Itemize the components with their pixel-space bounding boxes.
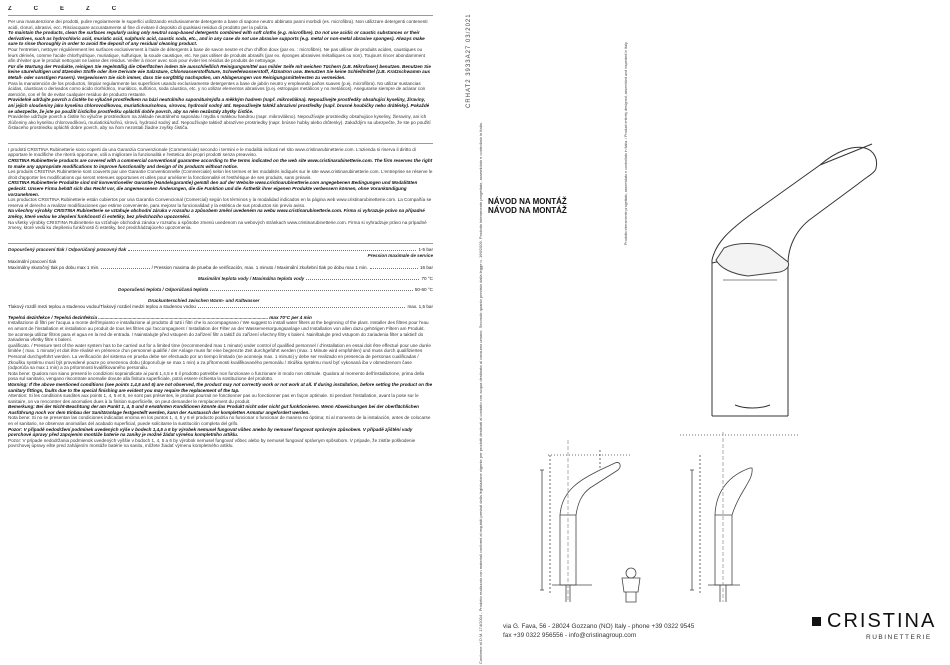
spec-diff-value: max. 1,5 bar (407, 303, 433, 309)
paragraph: CRISTINA Rubinetterie products are covered with a commercial conventional guarantee according to the terms indicated on the web site www.cristinarubinetterie.com. The firm reserves the right to make any appropriate modifications to improve functionality and design of its products without notice. (8, 158, 433, 169)
paragraph: Para la manutención de los productos, limpiar regularmente las superficies usando exclusivamente detergentes a base de jabón neutro y empleando paños suaves (p.ej. microfibra). No utilizar sustancias ácidas, cáusticas o derivados como ácido clorhídrico, muriático, sulfúrico, soda cáustica, etc. y no utilizar elementos abrasivos (p.ej. estropajos metálicos y no metálicos). Asegurarse siempre de aclarar con atención, con el fin de evitar cualquier residuo de producto restante. (8, 80, 426, 97)
paragraph: Na všetky výrobky CRISTINA Rubinetterie sa vzťahuje obchodná záruka v rozsahu a spôsobe zmenú uvedenom na webových stránkach www.cristinarubinetterie.com. Firma si vyhradzuje právo na prípadné zmeny, ktoré vedú ku zlepšeniu funkčnosti či estetiky, bez predchádzajúceho upozornenia. (8, 219, 427, 231)
paragraph: Warning: If the above mentioned conditions (see points 1,4,5 and 6) are not observed, the product may not correctly work or not work at all. If during installation, before setting the product on the sanitary fittings, faults due to the special finishing are evident you may require the replacement of the tap. (8, 381, 433, 393)
paragraph: Se aconseja utilizar filtros para el agua en la red de entrada. / Nainstalujte před vstupem do zařízení filtr a taktiž do zařízení všechny filtry s balení. Nainštalujte pred vstupom do zariadenia filter a taktiež do zariadenia všetky filtre s balení. (8, 331, 424, 343)
spec-pressure-label: Dopourčený pracovní tlak / Odporúčaný pracovný tlak (8, 246, 127, 252)
lang-char: Č (111, 6, 131, 12)
lang-char: Z (86, 6, 104, 12)
paragraph: Pozor: V prípade nedodržania podmienok uvedených vyššie v bodoch 1, 4, 5 a 6 by výrobok nemusel fungovať vôbec alebo by nemusel fungovať správnym spôsobom. V prípade, že zistíte poškodenie povrchovej úpravy ešte pred zahájením montáže batérie na sanitu, môžete žiadať výmenu kompletného artiklu. (8, 437, 416, 449)
paragraph: Nota bene: Si no se presentan las condiciones indicadas encima en los puntos 1, 4, 5 y 6 el producto podría no funcionar o funcionar de manera no óptima; Si al momento de la instalación, antes de colocarse en el sanitario, se observan anomalías del acabado superficial, puede solicitarse la sustitución completa del grifo. (8, 415, 431, 427)
paragraph: Pravidelne udržujte povrch a čistite ho výlučne prostriedkom na základe neutrálneho saponátu / mydla s mäkkou handrou (napr. mikrovlákno). Nepoužívajte prostriedky obsahujúce kyseliny, žieraviny, ani ich zlúčeniny ako kyselinu chlorovodíkovú, muriatickú/soľnú, sírovú, hydroxid sodný atď. Nepoužívajte taktiež abrazívne prostriedky (napr. brúsne hubky alebo drôtenky). Zakaždým sa ubezpečte, že ste po použití čistiaceho prostriedku opláchli dobre povrch, aby na ňom nezostali žiadne zvyšky čističa. (8, 114, 431, 131)
paragraph: CRISTINA Rubinetterie Produkte sind mit konventioneller Garantie (Handelsgarantie) gemäß den auf der Website www.cristinarubinetterie.com angegebenen Bedingungen und Modalitäten gedeckt. Unsere Firma behält sich das Recht vor, die angemessenen Änderungen, die die Funktion und die Ästhetik ihrer eigenen Produkte verbessern können, ohne Vorankündigung vorzunehmen. (8, 180, 418, 197)
language-header (8, 6, 433, 12)
spec-pressure-value: 1-5 bar (418, 246, 433, 252)
spec-pressure-max-title: Pression maximale de service (367, 252, 433, 258)
paragraph: I prodotti CRISTINA Rubinetterie sono coperti da una Garanzia Convenzionale (Commerciale) secondo i termini e le modalità indicati nel sito www.cristinarubinetterie.com. L'azienda si riserva il diritto di apportare le modifiche che riterrà opportune, utili a migliorare la funzionalità e l'estetica dei propri prodotti senza preavviso. (8, 146, 416, 158)
paragraph: Tepelná dezinfekce / Tepelná dezinfekcia ..................................................................................................................................... max 70°C per 4 min (8, 314, 312, 320)
paragraph: Les produits CRISTINA Rubinetterie sont couverts par une Garantie Conventionnelle (Commerciale) selon les termes et les modalités indiqués sur le site www.cristinarubinetterie.com. L'entreprise se réserve le droit d'apporter les modifications qui seront retenues opportunes et utiles pour améliorer la fonctionnalité et l'esthétique de ses produits, sans préavis. (8, 169, 433, 180)
warranty-section (8, 147, 433, 231)
lang-char: Z (8, 6, 26, 12)
paragraph: Pravidelně udržujte povrch a čistěte ho výlučně prostředkem na bázi neutrálního saponátu/mýdla a měkkým hadrem (např. mikrovlákna). Nepoužívejte prostředky obsahující kyseliny, žíraviny, ani jejich sloučeniny jako kyselinu chlorovodíkovou, muriatickou/solnou, sírovou, hydroxid sodný atd. Nepoužívejte taktéž abrazivní prostředky (např. brusné houbičky nebo drátěnky). Pokaždé se ubezpečte, že jste po použití čisticího prostředku opláchli dobře povrch, aby na něm nezůstaly zbytky čističe. (8, 97, 430, 114)
address-line-2: fax +39 0322 956556 - info@cristinagroup.com (503, 632, 637, 639)
spec-temprec-label: Doporučená teplota / Odporúčaná teplota (118, 286, 209, 292)
cristina-logo (812, 610, 936, 641)
address-line-1: via G. Fava, 56 - 28024 Gozzano (NO) Italy - phone +39 0322 9545 (503, 623, 695, 630)
specs-section (8, 247, 433, 310)
paragraph: Pour l'entretien, nettoyer régulièrement les surfaces exclusivement à l'aide de détergents à base de savon neutre et d'un chiffon doux (par ex. : microfibre). Ne pas utiliser de produits acides, caustiques ou leurs dérivés, comme l'acide chlorhydrique, muriatique, sulfurique, la soude caustique, etc. Ne pas utiliser de produits abrasifs (par ex. éponges abrasives métalliques ou non). Toujours rincer abondamment afin d'éviter que le produit nettoyant ne laisse des résidus. Veiller à rincer avec soin pour éviter les résidus de produits de nettoyage. (8, 46, 425, 64)
paragraph: qualificato. / Pressure test of the water system has to be carried out for a limited time (recommended max 1 minute) under control of qualified personnel / d'installation en essai doit être effectué pour une durée limitée ( max. 1 minute) et doit être réalisé en présence d'un personnel qualifié / der Anlage muss für eine begrenzte Zeit durchgeführt werden (max. 1 Minute wird empfohlen) und muss durch qualifiziertes Personal durchgeführt werden. La verificación del sistema en prueba debe ser efectuado por un tiempo limitado (se aconseja max. 1 minuto) y debe ser realizado en presencia de personas cualificadas / Zkoušku systému musí být provedené pouze po omezenou dobu (doporučuje se max 1 min) a za přítomnosti kvalifikovaného personálu / Skúška systému musí byť vykonaná iba v obmedzenom čase (odporúča sa max 1 min) a za prítomnosti kvalifikovaného personálu. (8, 342, 431, 371)
vertical-legal-note-2: Prodotto interamente progettato, assemblato e controllato in Italia. / Product entirely designed, assembled and inspected in Italy. (624, 41, 628, 245)
assembly-title-cz: NÁVOD NA MONTÁŽ (488, 197, 567, 206)
lang-char: C (33, 6, 53, 12)
spec-maxtest-mid: / Pression maxima de prueba de verificación, max. 1 minuto / Maximální zkušební tlak po dobu max 1 min. (151, 264, 368, 270)
paragraph: Attention: Si les conditions susdites aux points 1, 4, 5 et 6, ne sont pas présentes, le produit pourrait ne fonctionner pas ou fonctionner pas en façon optimale. Si pendant l'installation, avant la pose sur le sanitaire, on va rencontrer des anomalies dues à la finition superficielle, on peut demander le remplacement du produit. (8, 393, 419, 404)
assembly-title (488, 197, 567, 215)
document-code: CRHAT2 3933A27 03/2021 (466, 13, 472, 108)
install-section (8, 315, 433, 449)
paragraph: Per una manutenzione dei prodotti, pulire regolarmente le superfici utilizzando esclusivamente detergente a base di sapone neutro abbinato panni morbidi (es. microfibra). Non utilizzare detergenti contenenti acidi, cloruri, abrasivi, ecc. Risciacquare accuratamente al fine di evitare il deposito di qualsiasi residuo di prodotto per la pulizia. (8, 19, 428, 30)
logo-square-icon (812, 617, 821, 626)
faucet-illustration (620, 130, 920, 420)
assembly-title-sk: NÁVOD NA MONTÁŽ (488, 206, 567, 215)
paragraph: Für die Wartung der Produkte, reinigen Sie regelmäßig die Oberflächen indem Sie ausschließlich Reinigungsmittel aus milder Seife mit weichen Tüchern (z.B. Mikrofaser) benutzen. Benutzen Sie keine säurehaltigen und ätzenden Stoffe oder ihre Derivate wie Salzsäure, Chlorwasserstoffsäure, Schwefelwasserstoff, Ätznatron usw. Benutzen Sie keine Schleifmittel (z.B. Kratzschwamm aus Metall- oder sonstigen Fasern). Vergewissern Sie sich immer, dass Sie sorgfältig nachspülen, um Ablagerungen von Reinigungsmittelresten zu vermeiden. (8, 63, 431, 80)
instruction-text-column (8, 6, 433, 661)
vertical-legal-note: Conforme al D.M. 174/2004 - Prodotto realizzato con materiali conformi ai requisiti previsti dalla legislazione vigente per prodotti destinati al contatto con acqua destinata al consumo umano. Secondo quanto previsto dalla legge n. 166/2009. Prodotto interamente progettato, assemblato e controllato in Italia. (478, 122, 483, 664)
spec-tempmax-value: 70 °C (421, 275, 433, 281)
brand-subtitle: RUBINETTERIE (866, 634, 932, 641)
cleaning-section (8, 19, 433, 131)
paragraph: Bemerkung: Bei der Nicht-Beachtung der am Punkt 1, 4, 5 und 6 erwähnten Konditionen könnte das Produkt nicht oder nicht gut funktionieren. Wenn Abweichungen bei der oberflächlichen Ausführung noch vor dem Einbau der Sanitäranlage festgestellt werden, kann der Austausch der kompletten Armatur angefordert werden. (8, 404, 419, 415)
paragraph: To maintain the products, clean the surfaces regularly using only neutral soap-based detergents combined with soft cloths (e.g. microfibre). Do not use acidic or caustic substances or their derivatives, such as hydrochloric acid, muriatic acid, sulphuric acid, caustic soda, etc., and in any case do not use abrasive supports (e.g. metal or non-metal abrasive sponges). Always make sure to rinse thoroughly in order to avoid the deposit of any residual cleaning product. (8, 30, 425, 47)
spec-diff-title: Druckunterschied zwischen Warm- und Kaltwasser (148, 297, 260, 303)
company-address (503, 622, 694, 640)
spec-max-label: Maximální pracovní tlak (8, 258, 57, 264)
brand-name: CRISTINA (827, 610, 937, 632)
spec-maxtest-value: 16 bar (419, 264, 433, 270)
paragraph: Nota bene: Qualora non siano presenti le condizioni sopraindicate ai punti 1,4,5 e 6 il prodotto potrebbe non funzionare o funzionare in modo non ottimale. Qualora al momento dell'installazione, prima della posa sul sanitario, vengano riscontrate anomalie dovute alla finitura superficiale, potrà essere richiesta la sostituzione del prodotto. (8, 370, 425, 382)
technical-drawing (540, 430, 920, 605)
spec-maxtest-left: Maximálny skutočný tlak po dobu max 1 min. (8, 264, 100, 270)
spec-diff-label: Tlakový rozdíl mezi teplou a studenou vodou/Tlakový rozdiel medzi teplou a studenou vodou (8, 303, 196, 309)
paragraph: Pozor: V případě nedodržení podmínek uvedených výše v bodech 1,4,5 a 6 by výrobek nemusel fungovat vůbec anebo by nemusel fungovat správným způsobem. V případě zjištění vady povrchové úpravy před zapojením montáže baterie na zaniky je možné žádat výměnu kompletního artiklu. (8, 426, 413, 438)
spec-tempmax-label: Maximální teplota vody / Maximálna teplota vody (198, 275, 305, 281)
lang-char: E (60, 6, 79, 12)
paragraph: Installazione di filtri per l'acqua a monte dell'impianto e installazione al prodotto di tutti i filtri che lo accompagnano / We suggest to install water filters at the beginning of the plant. Installer des filtres pour l'eau en amont de l'installation et installation au produit de tous les filtres qui l'accompagnent / Installation der Filter an der Wasserversorgungsanlage und Installation von allen dazu gehörigen Filtern am Produkt. (8, 320, 429, 331)
paragraph: Los productos CRISTINA Rubinetterie están cubiertos por una Garantía Convencional (Comercial) según los términos y la modalidad indicados en la página web www.cristinarubinetterie.com. La Compañía se reserva el derecho a realizar modificaciones que estime conveniente, para mejorar la funcionalidad y la estética de sus productos sin previo aviso. (8, 197, 432, 208)
paragraph: Na všechny výrobky CRISTINA Rubinetterie se vztahuje obchodní záruka v rozsahu a způsobem změní uvedeném na webu www.cristinarubinetterie.com. Firma si vyhrazuje právo na případné změny, které vedou ke zlepšení funkčnosti či estetiky, bez předchozího upozornění. (8, 208, 425, 219)
spec-temprec-value: 50-60 °C (414, 286, 433, 292)
